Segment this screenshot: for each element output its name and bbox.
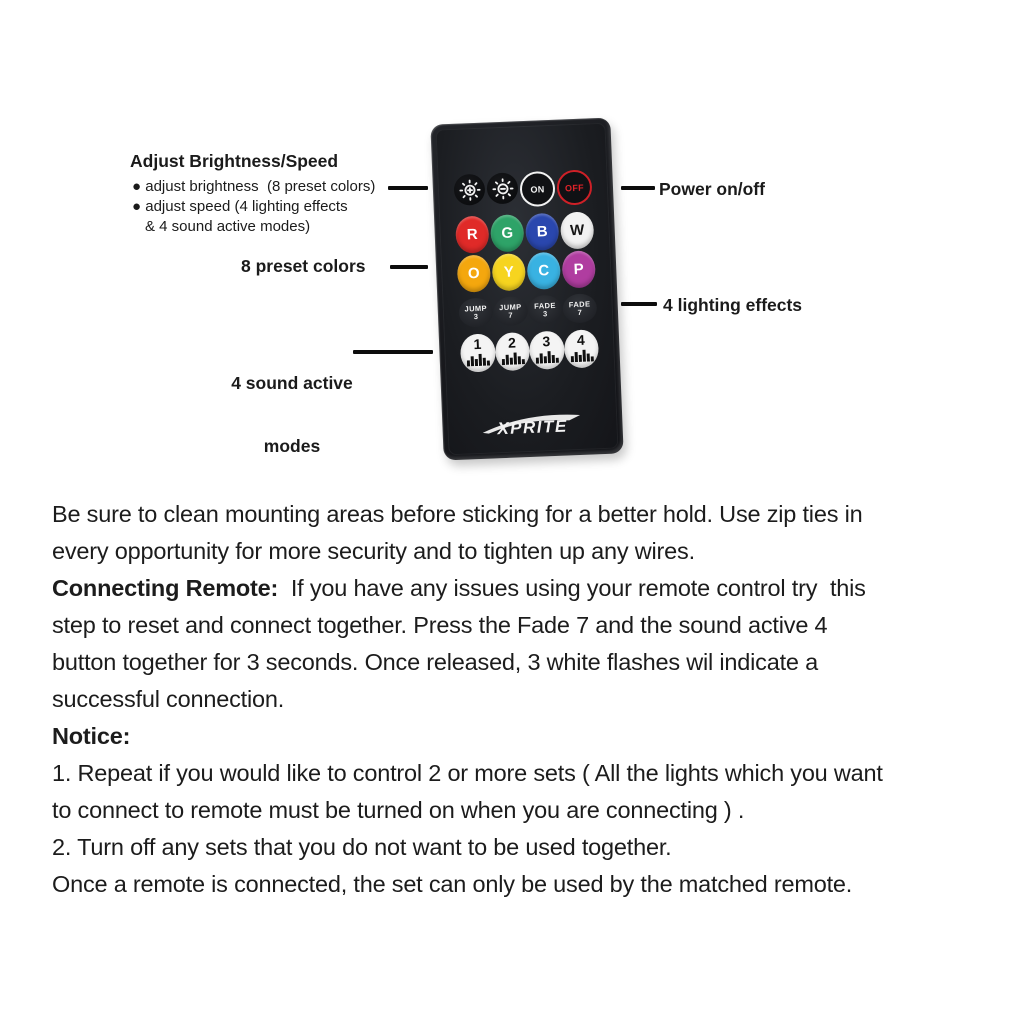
brightness-power-row xyxy=(437,169,608,211)
color-button-p: P xyxy=(562,250,596,288)
xprite-logo xyxy=(447,406,618,441)
fade7-label: FADE xyxy=(568,298,591,309)
adjust-speed-bullet: ● adjust speed (4 lighting effects xyxy=(132,198,348,215)
color-button-w: W xyxy=(560,211,594,249)
sound-mode-1-number: 1 xyxy=(473,335,482,353)
jump7-label: JUMP xyxy=(498,301,522,312)
color-button-y: Y xyxy=(492,253,526,291)
jump7-button xyxy=(493,296,528,326)
equalizer-icon xyxy=(570,348,594,362)
sound-mode-2-number: 2 xyxy=(507,334,517,351)
sound-mode-3-number: 3 xyxy=(542,333,551,350)
remote-control xyxy=(430,118,623,461)
power-on-off-label: Power on/off xyxy=(659,179,765,199)
color-button-b: B xyxy=(525,213,559,251)
fade3-number: 3 xyxy=(542,308,548,318)
sound-active-modes-label xyxy=(222,331,362,499)
sound-active-row xyxy=(444,329,615,374)
text-line: to connect to remote must be turned on when you are connecting ) . xyxy=(52,797,745,823)
color-button-g: G xyxy=(490,214,524,252)
brightness-up-button xyxy=(453,174,485,206)
color-button-r: R xyxy=(455,216,489,254)
leader-line-brightness xyxy=(388,186,428,190)
jump3-number: 3 xyxy=(473,311,479,321)
fade7-button xyxy=(562,293,597,323)
leader-line-lighting-effects xyxy=(621,302,657,306)
sound-mode-4-button xyxy=(563,329,599,368)
lighting-effects-label: 4 lighting effects xyxy=(663,295,803,315)
sound-mode-4-number: 4 xyxy=(576,331,586,349)
jump3-label: JUMP xyxy=(464,303,488,314)
on-button: ON xyxy=(519,171,555,207)
sound-mode-3-button xyxy=(529,331,565,370)
text-span: If you have any issues using your remote control try this xyxy=(278,575,866,601)
jump7-number: 7 xyxy=(508,310,514,320)
sound-mode-1-button xyxy=(460,333,496,372)
leader-line-preset-colors xyxy=(390,265,428,269)
adjust-speed-bullet-cont: & 4 sound active modes) xyxy=(145,218,311,235)
off-button: OFF xyxy=(556,169,592,205)
text-line: button together for 3 seconds. Once released, 3 white flashes wil indicate a xyxy=(52,649,818,675)
equalizer-icon xyxy=(535,350,559,364)
equalizer-icon xyxy=(467,353,491,367)
text-line: step to reset and connect together. Press the Fade 7 and the sound active 4 xyxy=(52,612,828,638)
text-line: successful connection. xyxy=(52,686,285,712)
brightness-up-icon xyxy=(458,178,481,201)
text-line-connecting-remote xyxy=(52,570,883,607)
remote-face xyxy=(436,123,619,456)
adjust-brightness-speed-title: Adjust Brightness/Speed xyxy=(130,151,339,171)
text-line: Once a remote is connected, the set can only be used by the matched remote. xyxy=(52,871,853,897)
preset-colors-label: 8 preset colors xyxy=(241,256,366,276)
fade3-button xyxy=(528,295,563,325)
equalizer-icon xyxy=(501,351,525,365)
jump3-button xyxy=(458,297,493,327)
text-line: 2. Turn off any sets that you do not want to be used together. xyxy=(52,834,672,860)
text-line: Be sure to clean mounting areas before sticking for a better hold. Use zip ties in xyxy=(52,501,863,527)
lighting-mode-row xyxy=(442,293,613,329)
color-row-rgbw xyxy=(439,211,610,255)
sound-active-modes-line1: 4 sound active xyxy=(231,373,353,393)
adjust-brightness-bullet: ● adjust brightness (8 preset colors) xyxy=(132,178,376,195)
color-button-o: O xyxy=(457,254,491,292)
fade7-number: 7 xyxy=(577,307,583,317)
notice-heading: Notice: xyxy=(52,723,131,749)
sound-mode-2-button xyxy=(494,332,530,371)
color-row-oycp xyxy=(441,250,612,294)
sound-active-modes-line2: modes xyxy=(263,436,321,456)
brightness-down-button xyxy=(486,172,518,204)
instructions-text xyxy=(52,496,883,903)
text-line: every opportunity for more security and to tighten up any wires. xyxy=(52,538,695,564)
brightness-down-icon xyxy=(491,177,514,200)
text-line: 1. Repeat if you would like to control 2 or more sets ( All the lights which you want xyxy=(52,760,883,786)
brand-name: XPRITE xyxy=(497,416,569,439)
connecting-remote-heading: Connecting Remote: xyxy=(52,575,279,601)
leader-line-sound-modes xyxy=(353,350,433,354)
color-button-c: C xyxy=(527,252,561,290)
fade3-label: FADE xyxy=(533,300,556,311)
leader-line-power xyxy=(621,186,655,190)
